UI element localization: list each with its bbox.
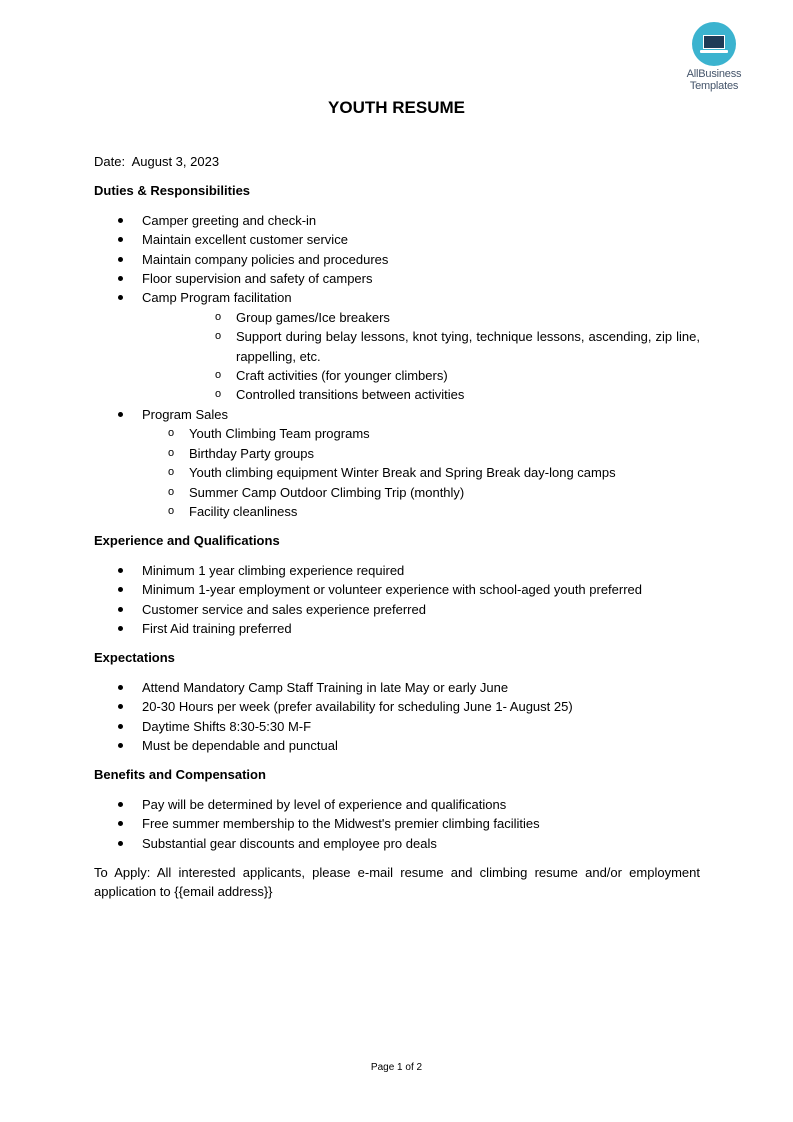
list-item-label: Camp Program facilitation (142, 290, 292, 306)
logo-line-1: AllBusiness (686, 68, 742, 80)
sub-list-item: o Group games/Ice breakers (94, 308, 700, 327)
list-item: Floor supervision and safety of campers (94, 269, 700, 288)
section-heading-benefits: Benefits and Compensation (94, 767, 266, 783)
page-number: Page 1 of 2 (370, 1062, 423, 1073)
sub-list-item: o Youth Climbing Team programs (94, 424, 700, 443)
expectations-list (94, 678, 700, 756)
sub-list-item: o Birthday Party groups (94, 444, 700, 463)
list-item: Minimum 1 year climbing experience required (94, 561, 700, 580)
list-item-program-sales (94, 405, 700, 521)
sub-list-item: o Facility cleanliness (94, 502, 700, 521)
camp-sublist (94, 308, 700, 405)
list-item: Customer service and sales experience preferred (94, 600, 700, 619)
list-item-camp-program (94, 288, 700, 404)
list-item: Camper greeting and check-in (94, 211, 700, 230)
experience-list (94, 561, 700, 639)
date-label: Date: (94, 154, 126, 169)
benefits-list (94, 795, 700, 853)
laptop-icon (692, 22, 736, 66)
list-item: Free summer membership to the Midwest's premier climbing facilities (94, 814, 700, 833)
document-body (94, 152, 700, 902)
list-item-label: Program Sales (142, 406, 228, 422)
duties-list (94, 211, 700, 522)
list-item: Maintain company policies and procedures (94, 250, 700, 269)
list-item: Daytime Shifts 8:30-5:30 M-F (94, 717, 700, 736)
sub-list-item: o Support during belay lessons, knot tying, technique lessons, ascending, zip line, rappelling, etc. (94, 327, 700, 366)
logo-line-2: Templates (689, 80, 739, 92)
list-item: Pay will be determined by level of experience and qualifications (94, 795, 700, 814)
sub-list-item: o Summer Camp Outdoor Climbing Trip (monthly) (94, 483, 700, 502)
section-heading-experience: Experience and Qualifications (94, 533, 280, 549)
list-item: First Aid training preferred (94, 619, 700, 638)
sub-list-item: o Youth climbing equipment Winter Break and Spring Break day-long camps (94, 463, 700, 482)
apply-paragraph: To Apply: All interested applicants, please e-mail resume and climbing resume and/or employment application to {{email address}} (94, 865, 700, 900)
date-value: August 3, 2023 (131, 154, 220, 169)
list-item: Attend Mandatory Camp Staff Training in late May or early June (94, 678, 700, 697)
sales-sublist (94, 424, 700, 521)
list-item: Maintain excellent customer service (94, 230, 700, 249)
brand-logo (676, 22, 752, 94)
page-title: YOUTH RESUME (328, 98, 465, 117)
sub-list-item: o Craft activities (for younger climbers) (94, 366, 700, 385)
list-item: 20-30 Hours per week (prefer availability for scheduling June 1- August 25) (94, 697, 700, 716)
sub-list-item: o Controlled transitions between activities (94, 385, 700, 404)
date-line (94, 152, 700, 171)
list-item: Minimum 1-year employment or volunteer experience with school-aged youth preferred (94, 580, 700, 599)
section-heading-duties: Duties & Responsibilities (94, 183, 251, 199)
list-item: Substantial gear discounts and employee pro deals (94, 834, 700, 853)
section-heading-expectations: Expectations (94, 650, 175, 666)
list-item: Must be dependable and punctual (94, 736, 700, 755)
logo-text (676, 68, 752, 92)
